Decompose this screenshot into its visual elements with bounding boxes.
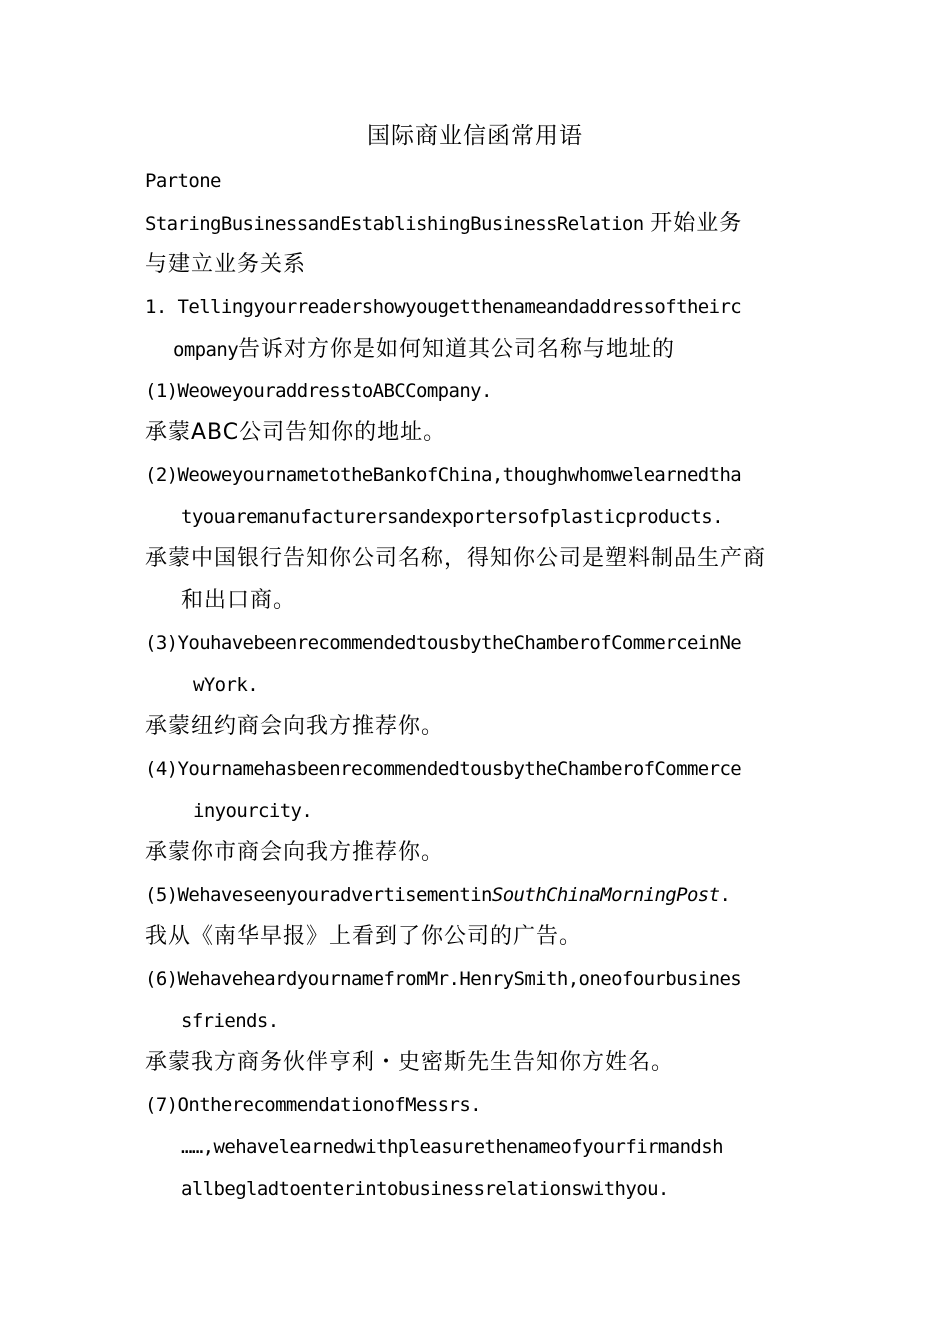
document-title: 国际商业信函常用语: [367, 123, 583, 149]
phrase-3-en-line-1: (3)YouhavebeenrecommendedtousbytheChamberofCommerceinNe: [145, 632, 742, 654]
document-body: [145, 160, 805, 1210]
phrase-4-en-line-2: inyourcity.: [193, 800, 313, 822]
phrase-5-en-italic: SouthChinaMorningPost: [491, 884, 720, 906]
phrase-7-en-line-1: (7)OntherecommendationofMessrs.: [145, 1094, 482, 1116]
phrase-3-en-line-2: wYork.: [193, 674, 259, 696]
phrase-4-en-line-1: (4)YournamehasbeenrecommendedtousbytheChamberofCommerce: [145, 758, 742, 780]
phrase-5-zh: 我从《南华早报》上看到了你公司的广告。: [145, 924, 583, 949]
phrase-1-zh: 承蒙ABC公司告知你的地址。: [145, 420, 447, 445]
phrase-6-en-line-1: (6)WehaveheardyournamefromMr.HenrySmith,oneofourbusines: [145, 968, 742, 990]
part-label: Partone: [145, 170, 221, 192]
phrase-3-zh: 承蒙纽约商会向我方推荐你。: [145, 714, 445, 739]
phrase-6-en-line-2: sfriends.: [181, 1010, 279, 1032]
phrase-2-zh-line-1: 承蒙中国银行告知你公司名称，得知你公司是塑料制品生产商: [145, 546, 767, 571]
item1-line-2-zh: 告诉对方你是如何知道其公司名称与地址的: [238, 337, 676, 362]
phrase-4-zh: 承蒙你市商会向我方推荐你。: [145, 840, 445, 865]
phrase-7-en-line-3: allbegladtoenterintobusinessrelationswithyou.: [181, 1178, 669, 1200]
phrase-2-en-line-1: (2)WeoweyournametotheBankofChina,thoughwhomwelearnedtha: [145, 464, 742, 486]
phrase-5-en-prefix: (5)Wehaveseenyouradvertisementin: [145, 884, 492, 906]
phrase-1-en: (1)WeoweyouraddresstoABCCompany.: [145, 380, 492, 402]
section-heading-zh-1: 开始业务: [650, 211, 743, 236]
phrase-5-en-suffix: .: [719, 884, 731, 906]
section-heading-en: StaringBusinessandEstablishingBusinessRelation: [145, 213, 644, 235]
section-heading-line-2: 与建立业务关系: [145, 252, 307, 277]
phrase-5-en: [145, 874, 805, 916]
item1-line-2-en: ompany: [173, 339, 239, 361]
item1-line-2: [145, 328, 805, 370]
phrase-6-zh: 承蒙我方商务伙伴亨利・史密斯先生告知你方姓名。: [145, 1050, 675, 1075]
phrase-2-en-line-2: tyouaremanufacturersandexportersofplasticproducts.: [181, 506, 723, 528]
phrase-7-en-line-2: ……,wehavelearnedwithpleasurethenameofyourfirmandsh: [181, 1136, 723, 1158]
phrase-2-zh-line-2: 和出口商。: [181, 588, 297, 613]
section-heading-line-1: [145, 202, 805, 244]
item1-line-1: 1. Tellingyourreadershowyougetthenameandaddressoftheirc: [145, 296, 742, 318]
